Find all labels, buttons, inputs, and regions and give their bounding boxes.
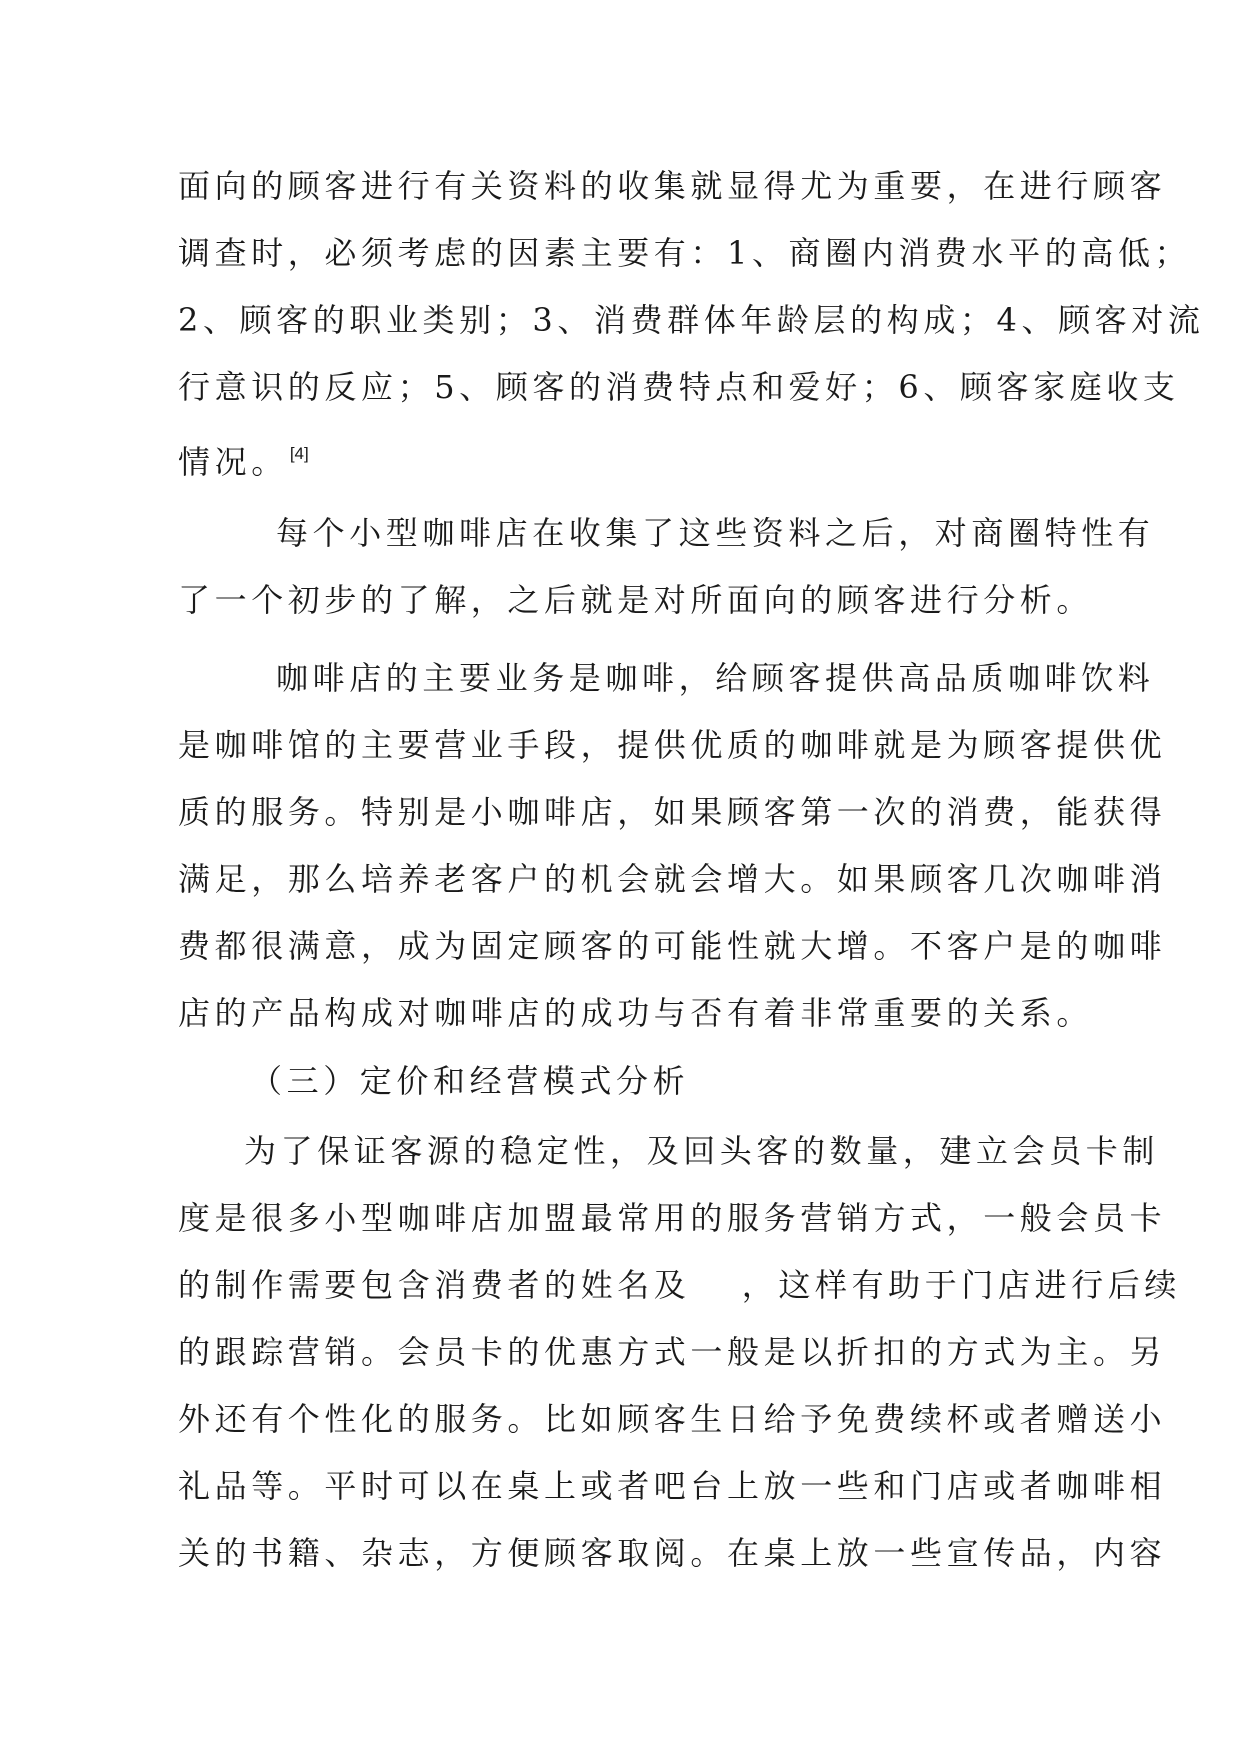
paragraph-3-line-4: 满足，那么培养老客户的机会就会增大。如果顾客几次咖啡消 [178,860,1167,898]
paragraph-4-line-7: 关的书籍、杂志，方便顾客取阅。在桌上放一些宣传品，内容 [178,1534,1167,1572]
paragraph-3-line-3: 质的服务。特别是小咖啡店，如果顾客第一次的消费，能获得 [178,793,1167,831]
paragraph-4-line-6: 礼品等。平时可以在桌上或者吧台上放一些和门店或者咖啡相 [178,1467,1167,1505]
paragraph-3-line-2: 是咖啡馆的主要营业手段，提供优质的咖啡就是为顾客提供优 [178,726,1167,764]
citation-marker: [4] [289,444,309,463]
paragraph-1-line-2: 调查时，必须考虑的因素主要有：1、商圈内消费水平的高低； [178,234,1192,272]
paragraph-4-line-1: 为了保证客源的稳定性，及回头客的数量，建立会员卡制 [244,1132,1160,1170]
paragraph-4-line-5: 外还有个性化的服务。比如顾客生日给予免费续杯或者赠送小 [178,1400,1167,1438]
paragraph-2-line-1: 每个小型咖啡店在收集了这些资料之后，对商圈特性有 [276,514,1155,552]
paragraph-1-line-4: 行意识的反应；5、顾客的消费特点和爱好；6、顾客家庭收支 [178,368,1180,406]
paragraph-3-line-1: 咖啡店的主要业务是咖啡，给顾客提供高品质咖啡饮料 [276,659,1155,697]
paragraph-4-line-2: 度是很多小型咖啡店加盟最常用的服务营销方式，一般会员卡 [178,1199,1167,1237]
paragraph-3-line-6: 店的产品构成对咖啡店的成功与否有着非常重要的关系。 [178,994,1094,1032]
paragraph-2-line-2: 了一个初步的了解，之后就是对所面向的顾客进行分析。 [178,581,1094,619]
paragraph-1-line-5 [178,434,1083,482]
paragraph-1-last-text: 情况。 [178,443,288,481]
paragraph-1-line-3: 2、顾客的职业类别；3、消费群体年龄层的构成；4、顾客对流 [178,301,1205,339]
paragraph-1-line-1: 面向的顾客进行有关资料的收集就显得尤为重要，在进行顾客 [178,167,1167,205]
paragraph-4-line-3: 的制作需要包含消费者的姓名及 ，这样有助于门店进行后续 [178,1266,1181,1304]
paragraph-3-line-5: 费都很满意，成为固定顾客的可能性就大增。不客户是的咖啡 [178,927,1167,965]
paragraph-4-line-4: 的跟踪营销。会员卡的优惠方式一般是以折扣的方式为主。另 [178,1333,1167,1371]
section-heading: （三）定价和经营模式分析 [250,1062,690,1100]
